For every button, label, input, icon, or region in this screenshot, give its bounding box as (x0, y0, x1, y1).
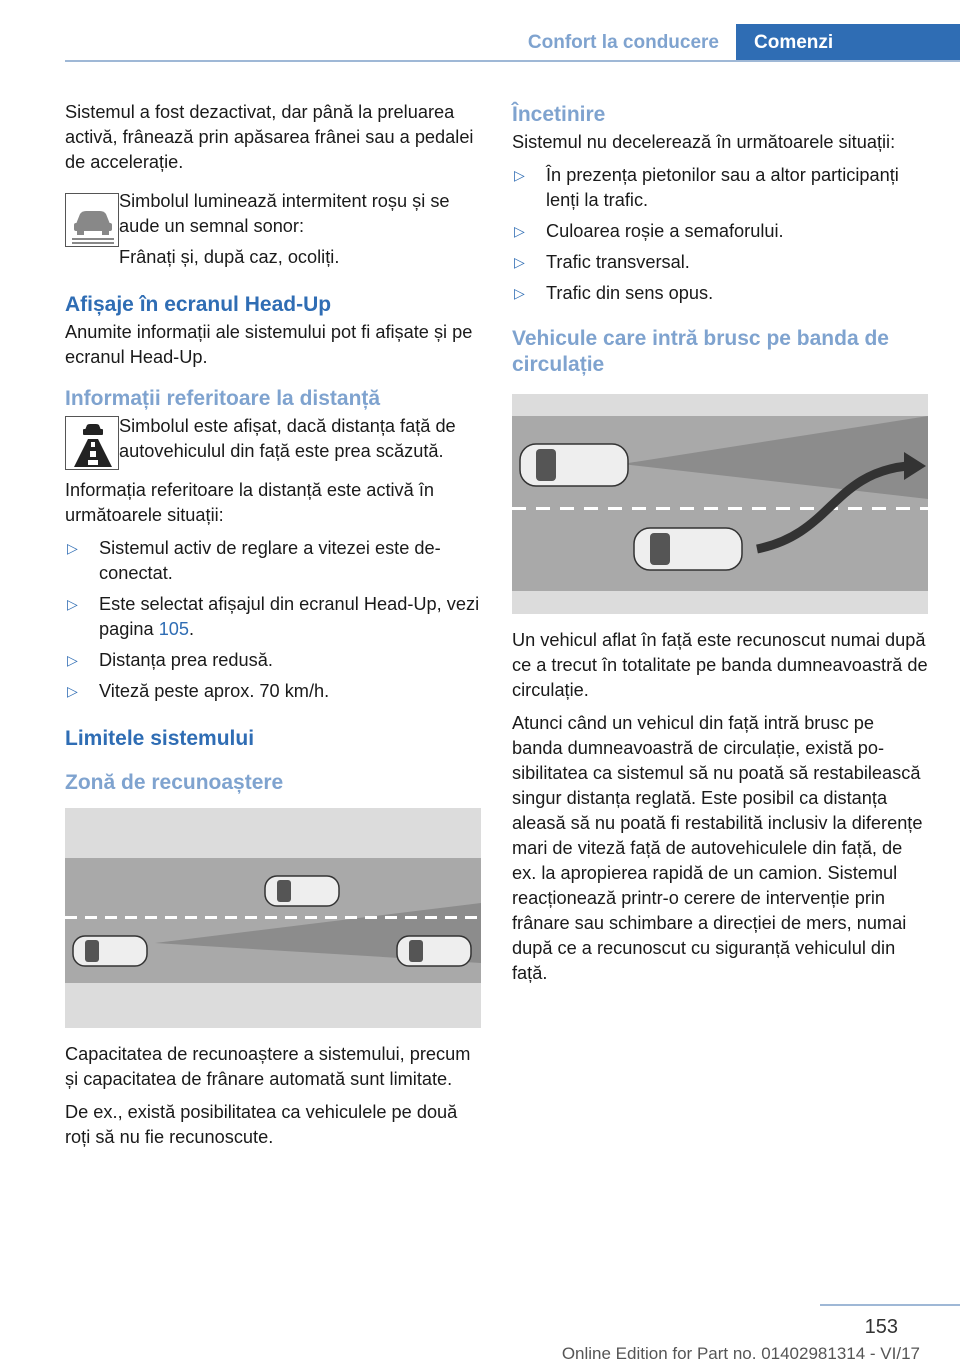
left-column (65, 100, 481, 1158)
distance-symbol-block (65, 414, 481, 470)
triangle-bullet-icon: ▷ (514, 223, 525, 239)
paragraph-cut-in-behavior: Atunci când un vehicul din față intră brusc pe banda dumneavoastră de circulație, există posibilitatea ca sistemul să nu poată să restabilească singur distanța reglată. Este posibil ca distanța aleasă să nu poată fi restabilită inclusiv la diferențe mari de viteză față de autovehiculele din față, de ex. la apropierea rapidă de un camion. Sistemul reacționează printr-o cerere de intervenție prin frânare sau schimbare a direcției de mers, numai după ce a recunoscut cu siguranță vehiculul din față. (512, 713, 923, 983)
header-section-title: Confort la conducere (527, 32, 719, 53)
heading-distance-info: Informații referitoare la distanță (65, 387, 381, 410)
distance-warning-icon (65, 416, 119, 470)
edition-note: Online Edition for Part no. 01402981314 - VI/17 (561, 1344, 920, 1362)
heading-system-limits: Limitele sistemului (65, 727, 255, 750)
brake-instruction-text: Frânați și, după caz, ocoliți. (119, 247, 340, 267)
page-number: 153 (864, 1316, 898, 1338)
symbol-flashes-text: Simbolul luminează intermitent roșu și se aude un semnal sonor: (119, 191, 450, 236)
list-item: ▷ Trafic din sens opus. (512, 281, 928, 306)
heading-headup-display: Afișaje în ecranul Head-Up (65, 293, 332, 316)
paragraph-distance-active: Informația referitoare la distanță este activă în următoarele situații: (65, 480, 434, 525)
header-chapter-tab: Comenzi (736, 24, 960, 62)
triangle-bullet-icon: ▷ (67, 683, 78, 699)
paragraph-two-wheelers: De ex., există posibilitatea ca vehiculele pe două roți să nu fie recunoscute. (65, 1102, 458, 1147)
list-item: ▷ Trafic transversal. (512, 250, 928, 275)
header-rule (65, 60, 960, 62)
distance-symbol-text: Simbolul este afișat, dacă distanța față de autovehiculul din față este prea scăzută. (119, 416, 456, 461)
cut-in-illustration (512, 394, 928, 614)
paragraph-no-deceleration: Sistemul nu decelerează în următoarele situații: (512, 132, 896, 152)
list-item: ▷ În prezența pietonilor sau a altor participanți lenți la trafic. (514, 165, 899, 210)
right-column (512, 100, 928, 994)
detection-zone-illustration (65, 808, 481, 1028)
list-item: ▷ Sistemul activ de reglare a vitezei este deconectat. (67, 538, 441, 583)
no-deceleration-list (512, 163, 928, 306)
list-item: ▷ Viteză peste aprox. 70 km/h. (65, 679, 481, 704)
heading-detection-zone: Zonă de recunoaștere (65, 771, 284, 794)
heading-deceleration: Încetinire (512, 103, 606, 126)
list-item: ▷ Distanța prea redusă. (65, 648, 481, 673)
distance-conditions-list (65, 536, 481, 704)
car-warning-icon (65, 193, 119, 247)
footer-rule (820, 1304, 960, 1306)
triangle-bullet-icon: ▷ (67, 596, 78, 612)
paragraph-detection-capability: Capacitatea de recunoaștere a sistemului, precum și capacitatea de frânare automată sunt limitate. (65, 1044, 471, 1089)
page-reference-link[interactable]: 105 (158, 619, 190, 639)
list-item: ▷ Culoarea roșie a semaforului. (512, 219, 928, 244)
triangle-bullet-icon: ▷ (67, 540, 78, 556)
paragraph-headup: Anumite informații ale sistemului pot fi afișate și pe ecranul Head-Up. (65, 322, 473, 367)
triangle-bullet-icon: ▷ (67, 652, 78, 668)
paragraph-deactivated: Sistemul a fost dezactivat, dar până la preluarea activă, frânează prin apăsarea frânei sau a pedalei de accelerație. (65, 102, 474, 172)
heading-cut-in-vehicles: Vehicule care intră brusc pe banda de circulație (512, 327, 889, 376)
list-item: ▷ Este selectat afișajul din ecranul Head-Up, vezi pagina 105. (67, 594, 480, 639)
paragraph-vehicle-recognized: Un vehicul aflat în față este recunoscut numai după ce a trecut în totalitate pe banda dumneavoastră de circulație. (512, 630, 928, 700)
warning-symbol-block (65, 189, 481, 270)
triangle-bullet-icon: ▷ (514, 254, 525, 270)
triangle-bullet-icon: ▷ (514, 285, 525, 301)
triangle-bullet-icon: ▷ (514, 167, 525, 183)
